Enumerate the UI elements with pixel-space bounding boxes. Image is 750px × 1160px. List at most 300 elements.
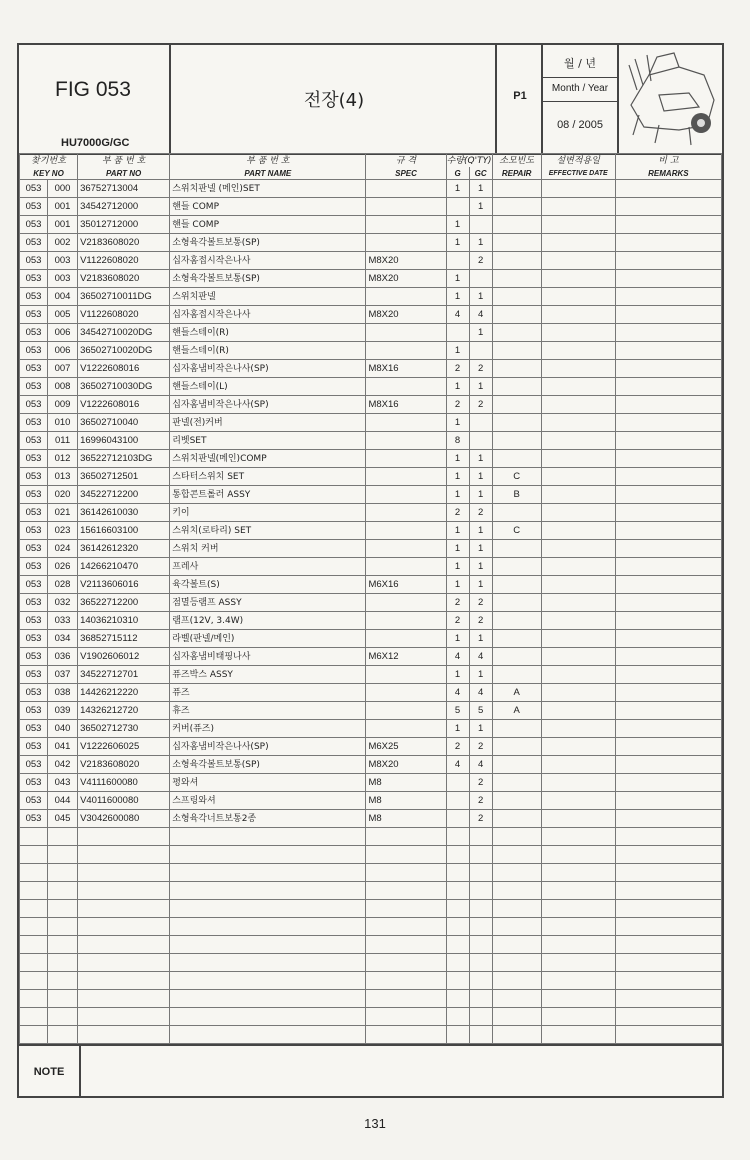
- cell-gc: 2: [469, 792, 492, 810]
- empty-cell: [48, 972, 78, 990]
- empty-cell: [20, 972, 48, 990]
- cell-name: 소형육각볼트보통(SP): [170, 270, 366, 288]
- cell-g: 1: [446, 234, 469, 252]
- empty-cell: [615, 882, 721, 900]
- empty-cell: [615, 1026, 721, 1044]
- cell-fig: 053: [20, 648, 48, 666]
- cell-g: 1: [446, 576, 469, 594]
- cell-gc: 2: [469, 360, 492, 378]
- empty-cell: [541, 954, 615, 972]
- col-key-no: KEY NO: [20, 167, 78, 180]
- cell-spec: [366, 414, 446, 432]
- cell-part-no: 34542710020DG: [78, 324, 170, 342]
- cell-key: 042: [48, 756, 78, 774]
- empty-cell: [492, 990, 541, 1008]
- cell-part-no: V1222608016: [78, 396, 170, 414]
- cell-part-no: 34522712200: [78, 486, 170, 504]
- cell-spec: M8X16: [366, 360, 446, 378]
- cell-repair: [492, 450, 541, 468]
- cell-repair: [492, 648, 541, 666]
- empty-cell: [615, 468, 721, 486]
- table-row: [20, 810, 722, 828]
- cell-g: 4: [446, 756, 469, 774]
- empty-cell: [78, 990, 170, 1008]
- cell-spec: [366, 468, 446, 486]
- empty-cell: [541, 504, 615, 522]
- empty-cell: [541, 216, 615, 234]
- page-number: 131: [364, 1116, 386, 1131]
- cell-g: [446, 198, 469, 216]
- cell-spec: M8X20: [366, 270, 446, 288]
- empty-cell: [541, 450, 615, 468]
- empty-cell: [541, 558, 615, 576]
- empty-cell: [541, 864, 615, 882]
- cell-name: 소형육각볼트보통(SP): [170, 234, 366, 252]
- empty-cell: [541, 198, 615, 216]
- empty-cell: [615, 198, 721, 216]
- cell-g: 1: [446, 342, 469, 360]
- cell-g: [446, 810, 469, 828]
- cell-g: [446, 792, 469, 810]
- cell-key: 032: [48, 594, 78, 612]
- empty-cell: [78, 972, 170, 990]
- cell-gc: 4: [469, 306, 492, 324]
- empty-cell: [541, 756, 615, 774]
- cell-fig: 053: [20, 504, 48, 522]
- col-remarks: REMARKS: [615, 167, 721, 180]
- empty-cell: [615, 846, 721, 864]
- page-title: 전장(4): [303, 90, 365, 111]
- cell-name: 점멸등램프 ASSY: [170, 594, 366, 612]
- cell-g: [446, 774, 469, 792]
- empty-cell: [20, 864, 48, 882]
- table-row: [20, 540, 722, 558]
- empty-cell: [446, 828, 469, 846]
- cell-gc: 1: [469, 558, 492, 576]
- cell-name: 스위치 커버: [170, 540, 366, 558]
- cell-part-no: 14426212220: [78, 684, 170, 702]
- cell-g: 1: [446, 468, 469, 486]
- cell-part-no: V2183608020: [78, 270, 170, 288]
- cell-gc: 1: [469, 450, 492, 468]
- empty-cell: [541, 486, 615, 504]
- cell-g: 2: [446, 594, 469, 612]
- table-row: [20, 252, 722, 270]
- cell-gc: 4: [469, 756, 492, 774]
- cell-spec: [366, 216, 446, 234]
- table-row: [20, 720, 722, 738]
- cell-spec: [366, 378, 446, 396]
- cell-gc: 2: [469, 252, 492, 270]
- empty-cell: [48, 1008, 78, 1026]
- cell-spec: [366, 450, 446, 468]
- cell-g: 1: [446, 288, 469, 306]
- empty-cell: [20, 1008, 48, 1026]
- table-row: [20, 648, 722, 666]
- cell-key: 007: [48, 360, 78, 378]
- cell-spec: M8: [366, 810, 446, 828]
- table-row: [20, 792, 722, 810]
- cell-name: 핸들 COMP: [170, 216, 366, 234]
- cell-spec: M8: [366, 792, 446, 810]
- cell-spec: [366, 666, 446, 684]
- col-repair-ko: 소모빈도: [492, 154, 541, 168]
- empty-cell: [469, 972, 492, 990]
- empty-cell: [615, 666, 721, 684]
- cell-g: [446, 324, 469, 342]
- cell-name: 소형육각볼트보통(SP): [170, 756, 366, 774]
- empty-cell: [20, 900, 48, 918]
- cell-fig: 053: [20, 792, 48, 810]
- col-effective-ko: 설변적용일: [541, 154, 615, 168]
- cell-repair: [492, 576, 541, 594]
- cell-spec: M8X20: [366, 252, 446, 270]
- table-row: [20, 216, 722, 234]
- cell-part-no: V1902606012: [78, 648, 170, 666]
- cell-name: 퓨즈박스 ASSY: [170, 666, 366, 684]
- cell-key: 003: [48, 252, 78, 270]
- empty-cell: [446, 1008, 469, 1026]
- empty-cell: [541, 936, 615, 954]
- empty-cell: [615, 864, 721, 882]
- cell-part-no: 15616603100: [78, 522, 170, 540]
- sheet-header: [19, 45, 722, 155]
- empty-row: [20, 972, 722, 990]
- cell-key: 000: [48, 180, 78, 198]
- cell-spec: [366, 630, 446, 648]
- empty-cell: [20, 882, 48, 900]
- empty-cell: [78, 954, 170, 972]
- cell-gc: 1: [469, 180, 492, 198]
- table-row: [20, 684, 722, 702]
- cell-repair: [492, 180, 541, 198]
- cell-fig: 053: [20, 756, 48, 774]
- col-spec-ko: 규 격: [366, 154, 446, 168]
- empty-cell: [48, 864, 78, 882]
- cell-part-no: V1222606025: [78, 738, 170, 756]
- empty-cell: [541, 594, 615, 612]
- cell-name: 키이: [170, 504, 366, 522]
- cell-spec: [366, 504, 446, 522]
- empty-cell: [541, 270, 615, 288]
- cell-fig: 053: [20, 774, 48, 792]
- empty-cell: [615, 630, 721, 648]
- cell-g: 1: [446, 540, 469, 558]
- empty-cell: [541, 648, 615, 666]
- cell-repair: [492, 270, 541, 288]
- empty-cell: [20, 846, 48, 864]
- empty-cell: [541, 846, 615, 864]
- empty-cell: [446, 954, 469, 972]
- empty-cell: [615, 594, 721, 612]
- cell-name: 육각볼트(S): [170, 576, 366, 594]
- cell-key: 013: [48, 468, 78, 486]
- col-part-no: PART NO: [78, 167, 170, 180]
- empty-cell: [170, 828, 366, 846]
- empty-cell: [20, 1026, 48, 1044]
- cell-gc: [469, 216, 492, 234]
- empty-row: [20, 882, 722, 900]
- empty-cell: [48, 846, 78, 864]
- empty-cell: [78, 1026, 170, 1044]
- cell-name: 리벳SET: [170, 432, 366, 450]
- cell-key: 039: [48, 702, 78, 720]
- col-part-name-ko: 부 품 번 호: [170, 154, 366, 168]
- cell-fig: 053: [20, 720, 48, 738]
- cell-key: 020: [48, 486, 78, 504]
- table-row: [20, 504, 722, 522]
- cell-fig: 053: [20, 468, 48, 486]
- empty-row: [20, 828, 722, 846]
- empty-cell: [366, 990, 446, 1008]
- cell-part-no: V4011600080: [78, 792, 170, 810]
- empty-cell: [541, 972, 615, 990]
- cell-part-no: 36142610030: [78, 504, 170, 522]
- empty-cell: [78, 846, 170, 864]
- cell-name: 십자홈냄비태핑나사: [170, 648, 366, 666]
- empty-cell: [615, 216, 721, 234]
- col-remarks-ko: 비 고: [615, 154, 721, 168]
- empty-cell: [48, 900, 78, 918]
- cell-spec: [366, 594, 446, 612]
- empty-cell: [170, 846, 366, 864]
- note-label: NOTE: [19, 1046, 81, 1098]
- table-row: [20, 576, 722, 594]
- table-row: [20, 234, 722, 252]
- empty-cell: [446, 936, 469, 954]
- cell-name: 커버(퓨즈): [170, 720, 366, 738]
- cell-g: 1: [446, 414, 469, 432]
- cell-fig: 053: [20, 234, 48, 252]
- empty-cell: [446, 1026, 469, 1044]
- cell-repair: [492, 342, 541, 360]
- empty-cell: [366, 1026, 446, 1044]
- cell-key: 006: [48, 324, 78, 342]
- empty-cell: [48, 936, 78, 954]
- cell-g: 1: [446, 270, 469, 288]
- table-row: [20, 594, 722, 612]
- empty-cell: [541, 414, 615, 432]
- empty-cell: [615, 648, 721, 666]
- empty-row: [20, 900, 722, 918]
- cell-repair: [492, 360, 541, 378]
- empty-cell: [170, 954, 366, 972]
- cell-name: 스위치(로타리) SET: [170, 522, 366, 540]
- cell-key: 034: [48, 630, 78, 648]
- empty-cell: [492, 918, 541, 936]
- cell-repair: [492, 396, 541, 414]
- empty-cell: [615, 990, 721, 1008]
- col-repair: REPAIR: [492, 167, 541, 180]
- empty-cell: [541, 882, 615, 900]
- cell-fig: 053: [20, 270, 48, 288]
- cell-g: 1: [446, 720, 469, 738]
- cell-spec: [366, 324, 446, 342]
- empty-cell: [469, 936, 492, 954]
- cell-gc: 2: [469, 594, 492, 612]
- cell-fig: 053: [20, 396, 48, 414]
- empty-cell: [541, 810, 615, 828]
- cell-g: 1: [446, 216, 469, 234]
- month-year-value: 08 / 2005: [557, 119, 603, 131]
- empty-cell: [541, 702, 615, 720]
- cell-part-no: 36852715112: [78, 630, 170, 648]
- empty-cell: [541, 252, 615, 270]
- table-row: [20, 198, 722, 216]
- empty-cell: [170, 882, 366, 900]
- parts-table: [19, 153, 722, 1044]
- cell-name: 프레사: [170, 558, 366, 576]
- cell-gc: 1: [469, 288, 492, 306]
- month-year-label-ko: 월 / 년: [564, 57, 596, 70]
- cell-repair: [492, 810, 541, 828]
- cell-repair: [492, 198, 541, 216]
- cell-name: 평와셔: [170, 774, 366, 792]
- empty-cell: [615, 576, 721, 594]
- cell-repair: [492, 324, 541, 342]
- empty-cell: [48, 918, 78, 936]
- empty-cell: [541, 522, 615, 540]
- empty-cell: [170, 1026, 366, 1044]
- table-row: [20, 396, 722, 414]
- empty-cell: [469, 900, 492, 918]
- cell-spec: M8X20: [366, 306, 446, 324]
- cell-part-no: 36752713004: [78, 180, 170, 198]
- cell-name: 퓨즈: [170, 684, 366, 702]
- table-row: [20, 342, 722, 360]
- cell-name: 십자홈접시작은나사: [170, 252, 366, 270]
- cell-part-no: V1122608020: [78, 252, 170, 270]
- cell-repair: A: [492, 684, 541, 702]
- empty-cell: [615, 1008, 721, 1026]
- empty-cell: [170, 1008, 366, 1026]
- cell-gc: 2: [469, 774, 492, 792]
- cell-spec: M8: [366, 774, 446, 792]
- cell-part-no: 36502710011DG: [78, 288, 170, 306]
- cell-key: 033: [48, 612, 78, 630]
- model-name: HU7000G/GC: [61, 137, 130, 149]
- empty-cell: [366, 1008, 446, 1026]
- empty-cell: [492, 1026, 541, 1044]
- cell-gc: 2: [469, 738, 492, 756]
- cell-fig: 053: [20, 324, 48, 342]
- cell-g: 1: [446, 378, 469, 396]
- empty-cell: [541, 1008, 615, 1026]
- cell-part-no: 14326212720: [78, 702, 170, 720]
- cell-spec: [366, 540, 446, 558]
- table-row: [20, 702, 722, 720]
- table-row: [20, 558, 722, 576]
- page-label: P1: [513, 90, 527, 102]
- cell-gc: 1: [469, 576, 492, 594]
- cell-key: 044: [48, 792, 78, 810]
- empty-cell: [446, 900, 469, 918]
- cell-name: 십자홈냄비작은나사(SP): [170, 396, 366, 414]
- cell-fig: 053: [20, 216, 48, 234]
- cell-fig: 053: [20, 180, 48, 198]
- empty-cell: [615, 306, 721, 324]
- cell-fig: 053: [20, 252, 48, 270]
- empty-cell: [541, 396, 615, 414]
- empty-cell: [446, 990, 469, 1008]
- cell-gc: 1: [469, 468, 492, 486]
- cell-part-no: 36502712501: [78, 468, 170, 486]
- empty-cell: [469, 846, 492, 864]
- cell-name: 판넬(전)커버: [170, 414, 366, 432]
- cell-fig: 053: [20, 540, 48, 558]
- empty-cell: [615, 396, 721, 414]
- col-part-name: PART NAME: [170, 167, 366, 180]
- cell-spec: [366, 198, 446, 216]
- cell-fig: 053: [20, 306, 48, 324]
- empty-cell: [366, 918, 446, 936]
- empty-cell: [541, 324, 615, 342]
- empty-cell: [615, 936, 721, 954]
- empty-cell: [541, 666, 615, 684]
- cell-gc: 2: [469, 396, 492, 414]
- cell-gc: 1: [469, 522, 492, 540]
- cell-part-no: 36502710030DG: [78, 378, 170, 396]
- cell-repair: C: [492, 468, 541, 486]
- cell-spec: [366, 288, 446, 306]
- empty-cell: [615, 900, 721, 918]
- cell-g: 4: [446, 684, 469, 702]
- cell-part-no: V2183608020: [78, 234, 170, 252]
- empty-cell: [469, 1008, 492, 1026]
- empty-row: [20, 1008, 722, 1026]
- empty-cell: [20, 936, 48, 954]
- empty-row: [20, 864, 722, 882]
- table-row: [20, 270, 722, 288]
- cell-key: 024: [48, 540, 78, 558]
- empty-cell: [492, 882, 541, 900]
- cell-key: 006: [48, 342, 78, 360]
- cell-fig: 053: [20, 288, 48, 306]
- cell-name: 핸들스테이(R): [170, 324, 366, 342]
- cell-gc: 1: [469, 630, 492, 648]
- empty-cell: [615, 288, 721, 306]
- empty-cell: [446, 846, 469, 864]
- empty-cell: [170, 864, 366, 882]
- empty-cell: [541, 234, 615, 252]
- cell-spec: M6X16: [366, 576, 446, 594]
- cell-spec: [366, 234, 446, 252]
- empty-cell: [366, 882, 446, 900]
- col-effective-date: EFFECTIVE DATE: [541, 167, 615, 180]
- cell-key: 004: [48, 288, 78, 306]
- cell-spec: [366, 342, 446, 360]
- cell-part-no: V4111600080: [78, 774, 170, 792]
- cell-spec: M6X12: [366, 648, 446, 666]
- cell-part-no: V3042600080: [78, 810, 170, 828]
- table-row: [20, 630, 722, 648]
- empty-cell: [541, 468, 615, 486]
- cell-repair: [492, 594, 541, 612]
- empty-cell: [615, 702, 721, 720]
- cell-g: 2: [446, 396, 469, 414]
- empty-cell: [541, 774, 615, 792]
- cell-repair: [492, 666, 541, 684]
- cell-repair: [492, 504, 541, 522]
- empty-cell: [541, 630, 615, 648]
- table-row: [20, 360, 722, 378]
- cell-repair: [492, 306, 541, 324]
- month-year-label-en: Month / Year: [551, 83, 609, 94]
- table-row: [20, 432, 722, 450]
- cell-repair: [492, 216, 541, 234]
- empty-cell: [170, 990, 366, 1008]
- cell-gc: 5: [469, 702, 492, 720]
